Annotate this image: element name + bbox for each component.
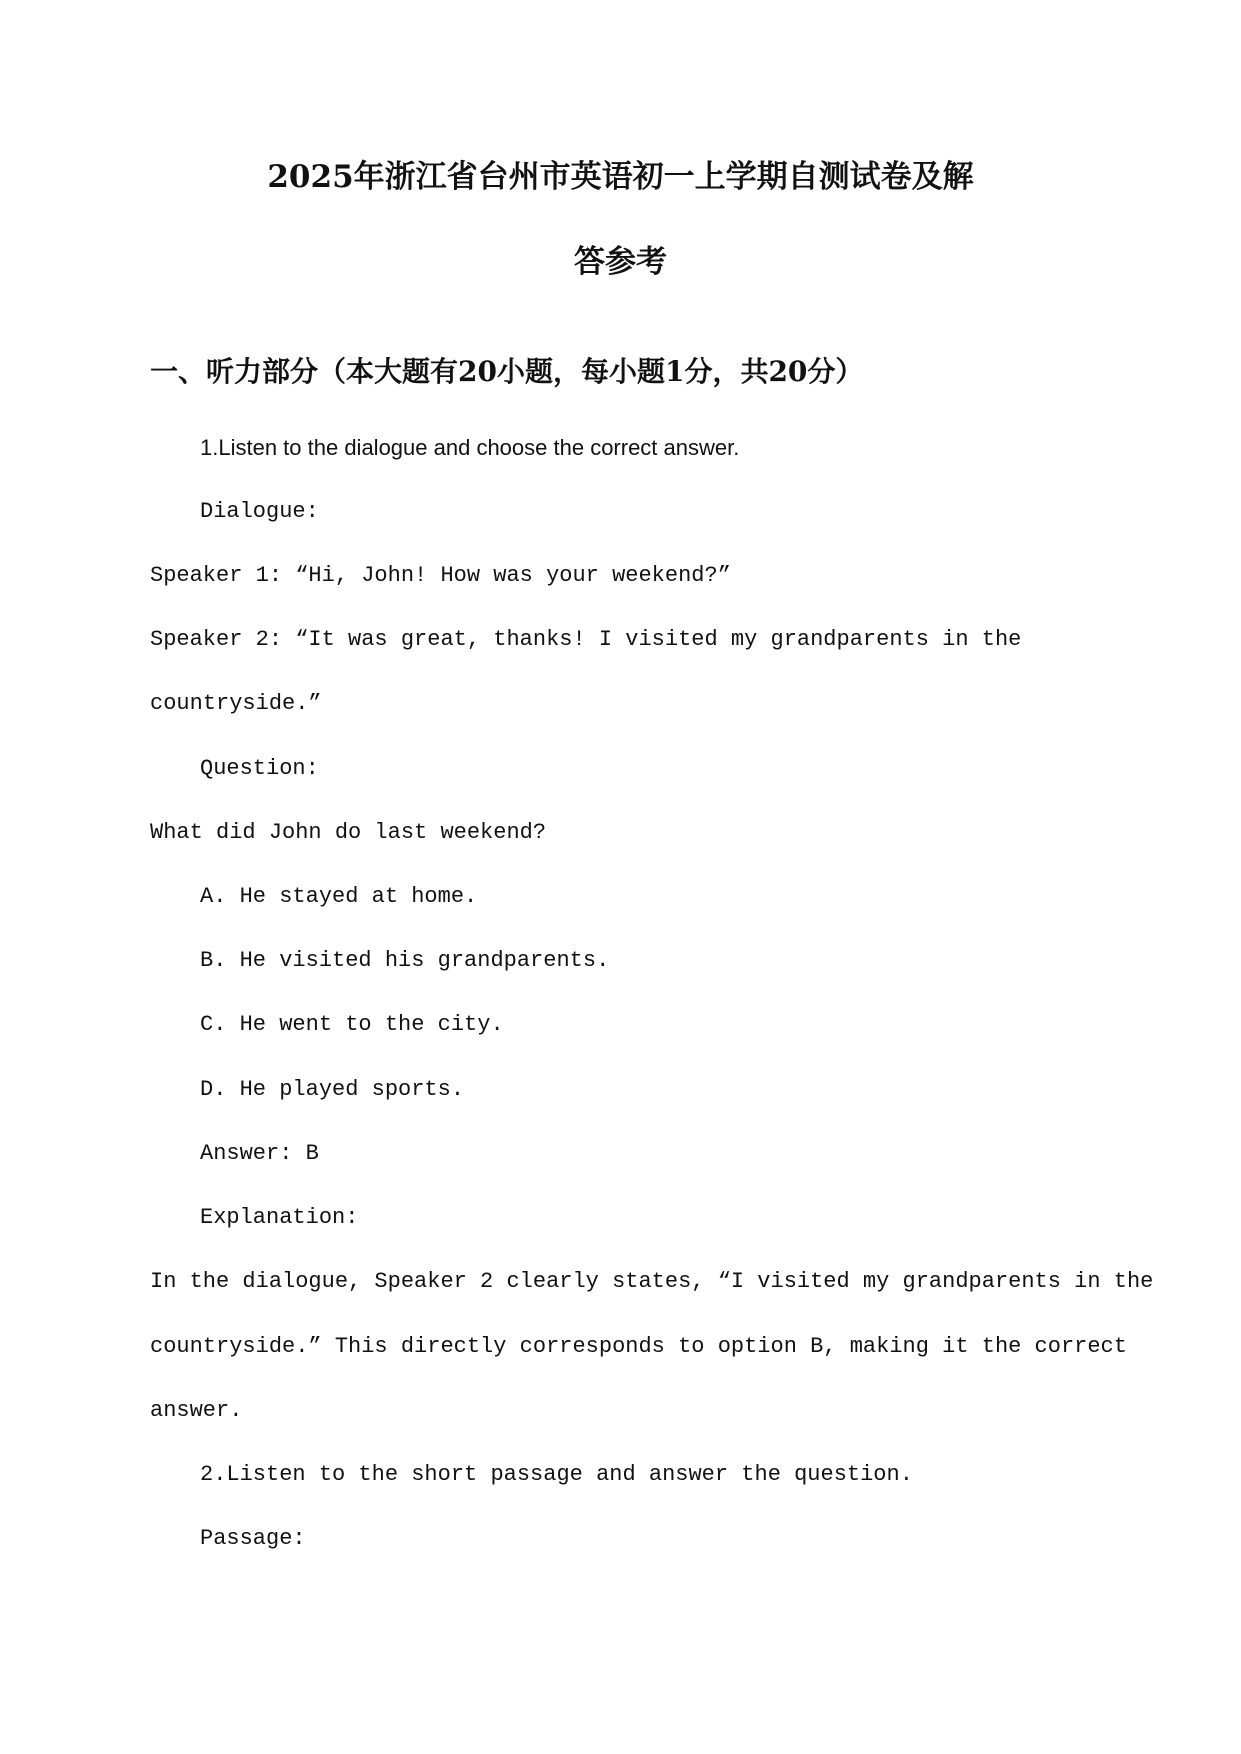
answer-line: Answer: B [200,1141,319,1166]
question-1-prompt: 1.Listen to the dialogue and choose the correct answer. [200,435,740,460]
section-heading-listening: 一、听力部分（本大题有20小题，每小题1分，共20分） [150,355,864,388]
document-title-line-2: 答参考 [574,244,667,280]
option-c: C. He went to the city. [200,1012,504,1037]
speaker-2-line-1: Speaker 2: “It was great, thanks! I visited my grandparents in the [150,627,1022,652]
passage-label: Passage: [200,1526,306,1551]
explanation-label: Explanation: [200,1205,359,1230]
question-text: What did John do last weekend? [150,820,547,845]
document-title-line-1: 2025年浙江省台州市英语初一上学期自测试卷及解 [267,159,974,195]
explanation-line-3: answer. [150,1398,243,1423]
explanation-line-2: countryside.” This directly corresponds to option B, making it the correct [150,1334,1127,1359]
speaker-2-line-2: countryside.” [150,691,322,716]
dialogue-label: Dialogue: [200,499,319,524]
question-2-prompt: 2.Listen to the short passage and answer the question. [200,1462,913,1487]
speaker-1-line: Speaker 1: “Hi, John! How was your weekend?” [150,563,731,588]
explanation-line-1: In the dialogue, Speaker 2 clearly states, “I visited my grandparents in the [150,1269,1154,1294]
option-d: D. He played sports. [200,1077,465,1102]
question-label: Question: [200,756,319,781]
option-b: B. He visited his grandparents. [200,948,610,973]
option-a: A. He stayed at home. [200,884,478,909]
